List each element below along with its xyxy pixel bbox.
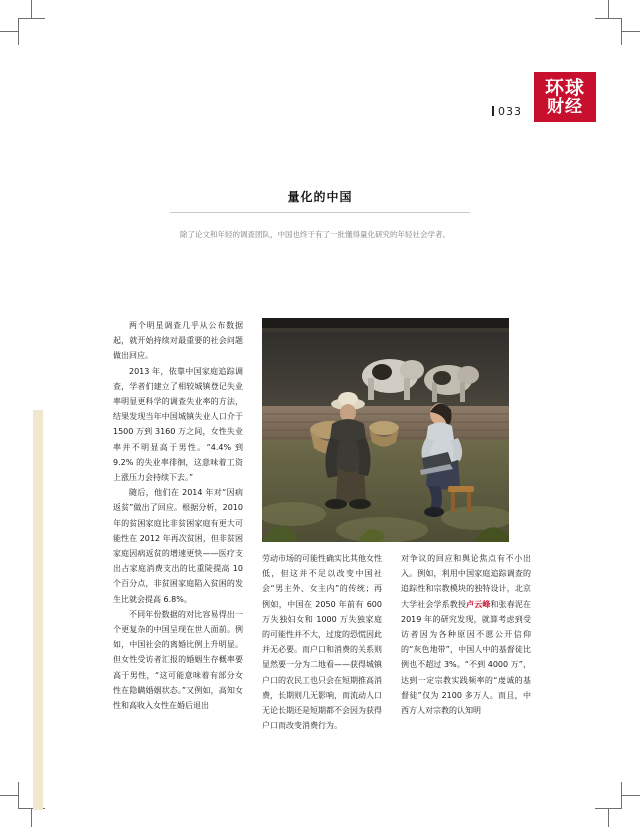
paragraph: 对争议的回应和舆论焦点有不小出入。例如，利用中国家庭追踪调查的追踪性和宗教模块的独特设计，北京大学社会学系教授卢云峰和张春泥在 2019 年的研究发现，就算考虑到受访者因为各种原因不愿公开信仰的“灰色地带”，中国人中的基督徒比例也不超过 3%。“不到 4000 万”，达到一定宗教实践频率的“虔诚的基督徒”仅为 2100 多万人。而且，中西方人对宗教的认知明 <box>401 554 532 716</box>
crop-mark-bottom-right <box>595 782 622 809</box>
logo-line-1: 环球 <box>544 76 585 99</box>
trim-mark <box>608 809 609 827</box>
trim-mark <box>622 31 640 32</box>
photo-illustration <box>262 318 509 542</box>
page-title: 量化的中国 <box>287 190 353 204</box>
folio-rule <box>492 106 494 116</box>
article-photo <box>262 318 509 542</box>
paragraph: 劳动市场的可能性确实比其他女性低，但这并不足以改变中国社会“男主外、女主内”的传统；再例如，中国在 2050 年前有 600 万失独妇女和 1000 万失独家庭的可能性并不大，过度的恐慌因此并无必要。而户口和消费的关系则显然要一分为二地看——获得城镇户口的农民工也只会在短期推高消费，长期则几无影响，而流动人口无论长期还是短期都不会因为获得户口而改变消费行为。 <box>262 554 382 731</box>
body-column-3 <box>401 551 531 718</box>
body-column-1 <box>113 318 243 713</box>
trim-mark <box>622 795 640 796</box>
logo-line-2: 财经 <box>547 96 583 117</box>
trim-mark <box>0 795 18 796</box>
highlighted-name: 卢云峰 <box>466 599 491 609</box>
paragraph: 2013 年，依靠中国家庭追踪调查，学者们建立了相较城镇登记失业率明显更科学的调查失业率的方法，结果发现当年中国城镇失业人口介于 1500 万到 3160 万之间，女性失业率并不明显高于男性。“4.4% 到 9.2% 的失业率徘徊，这意味着工资上涨压力会持续下去。” <box>113 366 243 483</box>
paragraph: 不同年份数据的对比容易得出一个更复杂的中国呈现在世人面前。例如，中国社会的离婚比例上升明显。但女性受访者汇报的婚姻生存概率要高于男性，“这可能意味着有部分女性在隐瞒婚姻状态。”又例如，高知女性和高收入女性在婚后退出 <box>113 609 243 711</box>
folio-value: 033 <box>498 105 522 118</box>
page-number <box>492 105 522 118</box>
title-divider <box>170 212 470 213</box>
paragraph: 随后，他们在 2014 年对“因病返贫”做出了回应。根据分析，2010 年的贫困家庭比非贫困家庭有更大可能性在 2012 年再次贫困，但非贫困家庭因病返贫的增速更快——医疗支出占家庭消费支出的比重陡提高 10 个百分点，非贫困家庭陷入贫困的发生比就会提高 6.8%。 <box>113 488 243 604</box>
crop-mark-top-left <box>18 18 45 45</box>
trim-mark <box>608 0 609 18</box>
body-column-2 <box>262 551 382 733</box>
crop-mark-top-right <box>595 18 622 45</box>
trim-mark <box>31 809 32 827</box>
paragraph: 两个明星调查几乎从公布数据起，就开始持续对最重要的社会问题做出回应。 <box>113 321 243 361</box>
left-color-bar <box>33 410 43 810</box>
standfirst: 除了论文和年轻的调查团队，中国也终于有了一批懂得量化研究的年轻社会学者。 <box>180 230 450 239</box>
trim-mark <box>31 0 32 18</box>
magazine-logo <box>534 72 596 122</box>
trim-mark <box>0 31 18 32</box>
